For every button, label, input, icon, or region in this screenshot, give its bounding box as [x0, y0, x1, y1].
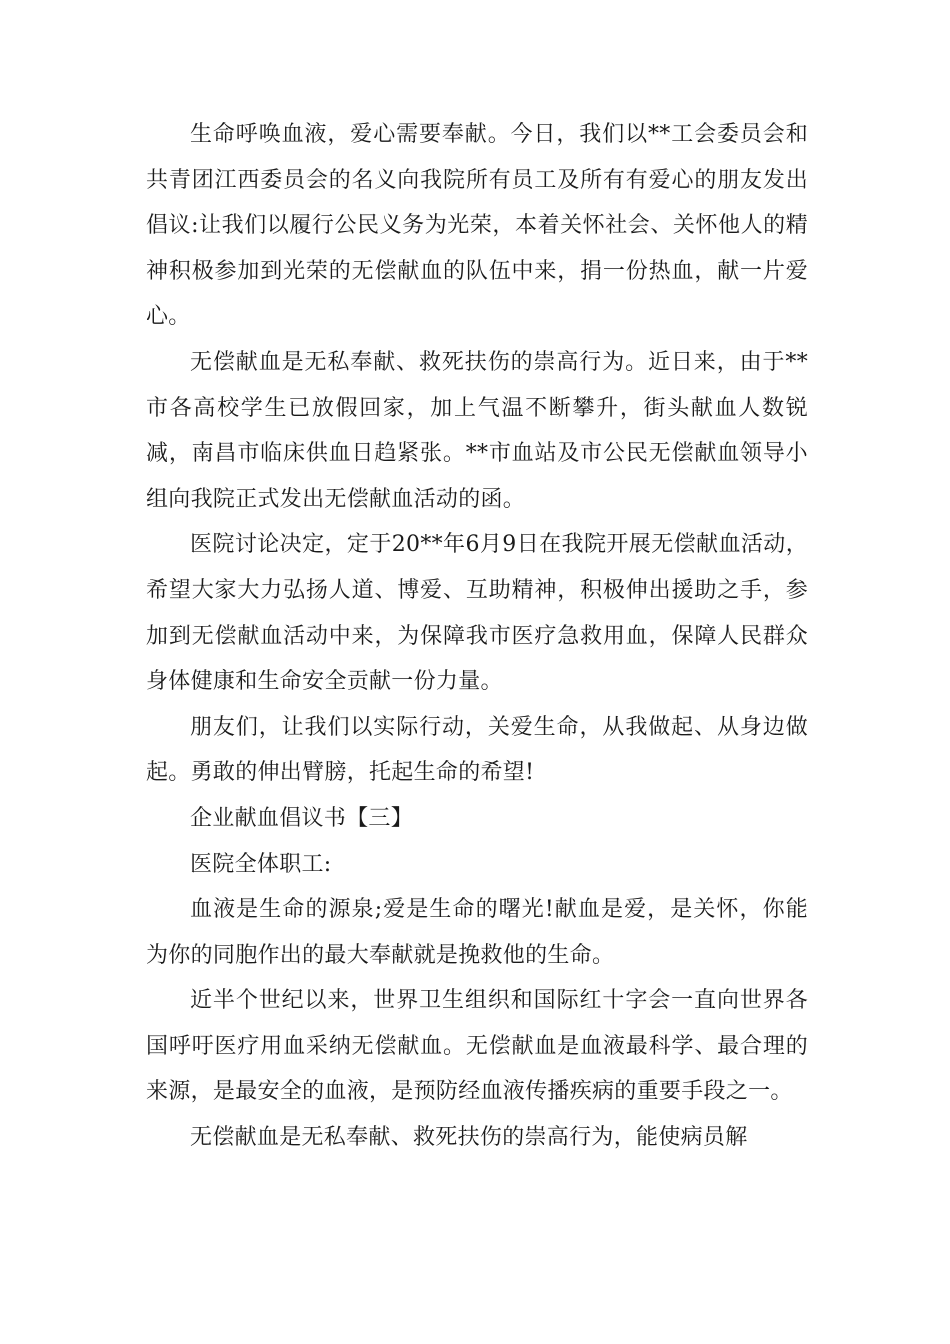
document-page [146, 112, 808, 1161]
paragraph-noble-act: 无偿献血是无私奉献、救死扶伤的崇高行为，能使病员解 [190, 1125, 748, 1151]
paragraph-blood-is-life: 血液是生命的源泉;爱是生命的曙光!献血是爱，是关怀，你能为你的同胞作出的最大奉献就是挽救他的生命。 [146, 897, 808, 968]
paragraph-blood-shortage: 无偿献血是无私奉献、救死扶伤的崇高行为。近日来，由于**市各高校学生已放假回家，加上气温不断攀升，街头献血人数锐减，南昌市临床供血日趋紧张。**市血站及市公民无偿献血领导小组向我院正式发出无偿献血活动的函。 [146, 349, 808, 512]
section-title: 企业献血倡议书【三】 [190, 805, 414, 831]
paragraph-closing-appeal: 朋友们，让我们以实际行动，关爱生命，从我做起、从身边做起。勇敢的伸出臂膀，托起生命的希望! [146, 714, 808, 786]
salutation: 医院全体职工: [190, 851, 332, 877]
paragraph-call-to-donate: 生命呼唤血液，爱心需要奉献。今日，我们以**工会委员会和共青团江西委员会的名义向我院所有员工及所有有爱心的朋友发出倡议:让我们以履行公民义务为光荣，本着关怀社会、关怀他人的精神积极参加到光荣的无偿献血的队伍中来，捐一份热血，献一片爱心。 [146, 122, 808, 330]
paragraph-who-history: 近半个世纪以来，世界卫生组织和国际红十字会一直向世界各国呼吁医疗用血采纳无偿献血。无偿献血是血液最科学、最合理的来源，是最安全的血液，是预防经血液传播疾病的重要手段之一。 [146, 988, 808, 1105]
paragraph-hospital-decision: 医院讨论决定，定于20**年6月9日在我院开展无偿献血活动，希望大家大力弘扬人道、博爱、互助精神，积极伸出援助之手，参加到无偿献血活动中来，为保障我市医疗急救用血，保障人民群众身体健康和生命安全贡献一份力量。 [146, 532, 808, 695]
